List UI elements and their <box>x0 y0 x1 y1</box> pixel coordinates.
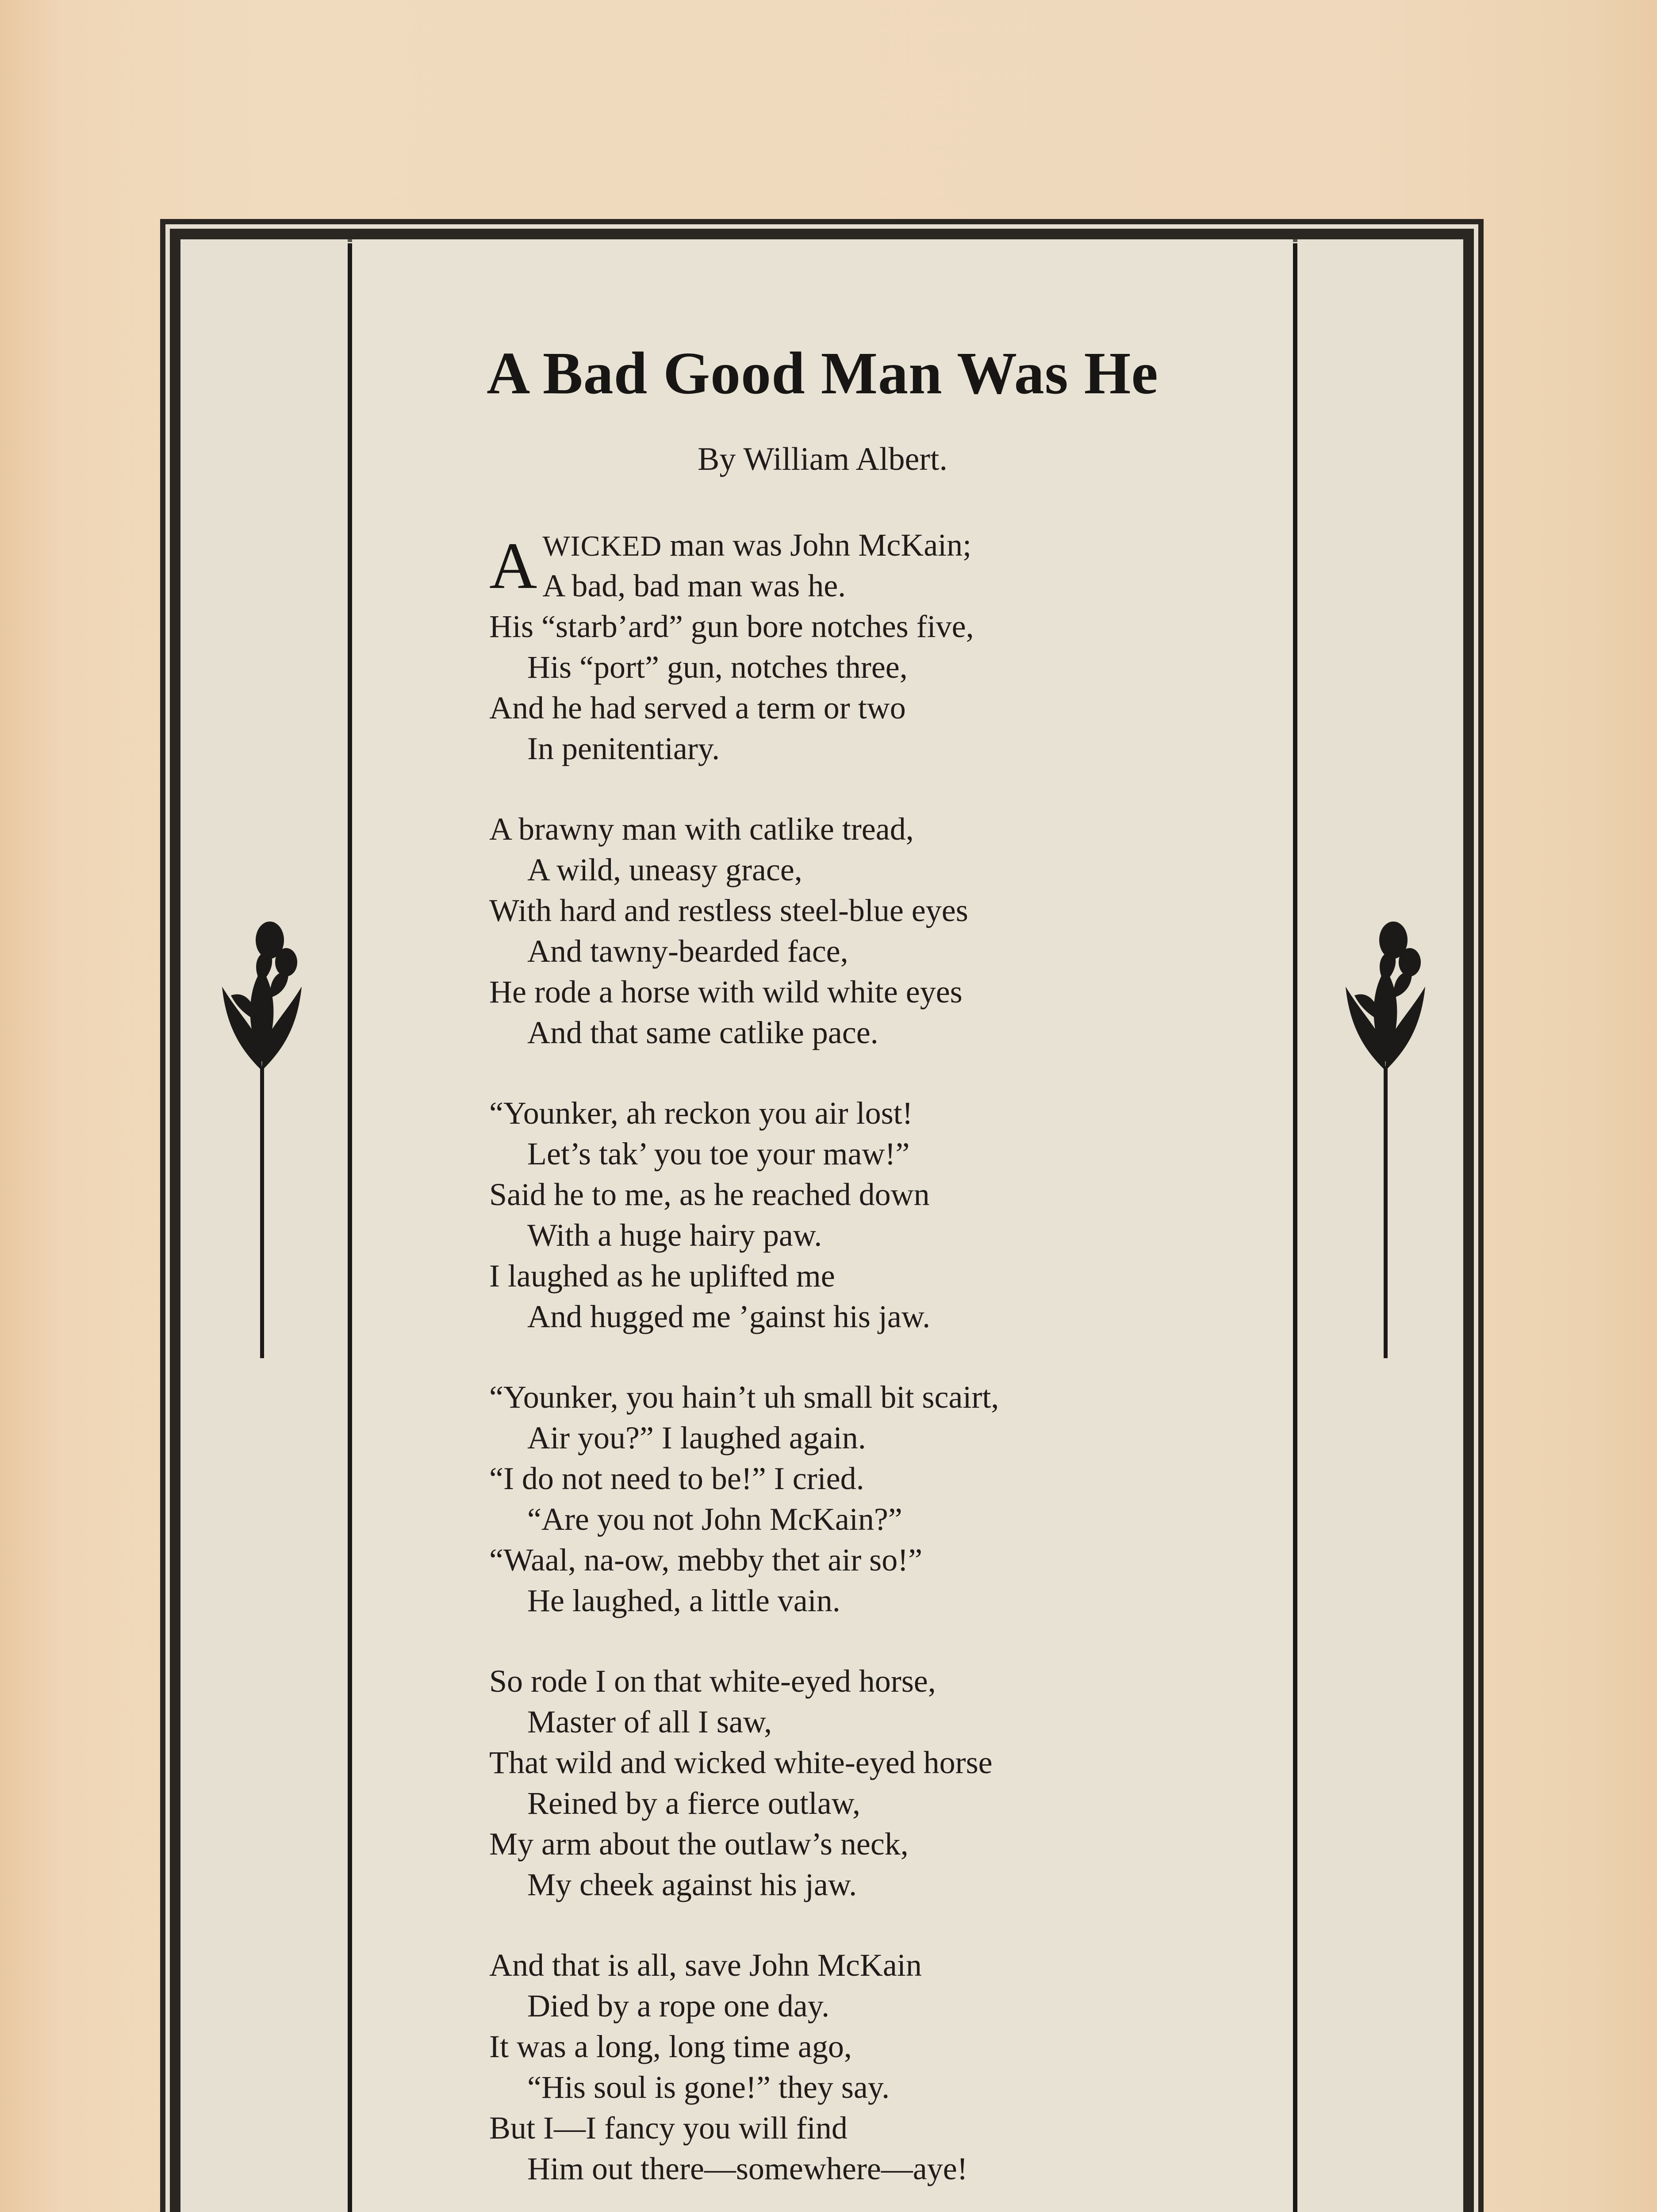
poem-line: Him out there—somewhere—aye! <box>527 2151 968 2186</box>
poem-line: A bad, bad man was he. <box>542 568 846 603</box>
poem-line: Master of all I saw, <box>527 1704 772 1740</box>
poem-line: That wild and wicked white-eyed horse <box>489 1745 993 1780</box>
drop-cap: A <box>489 529 537 603</box>
poem-byline: By William Albert. <box>697 441 947 477</box>
poem-line: In penitentiary. <box>527 731 720 766</box>
poem-line: So rode I on that white-eyed horse, <box>489 1663 936 1699</box>
poem-line: And that same catlike pace. <box>527 1015 878 1050</box>
poem-line: Let’s tak’ you toe your maw!” <box>527 1136 910 1171</box>
poem-line: “Younker, you hain’t uh small bit scairt, <box>489 1379 999 1415</box>
poem-line: Reined by a fierce outlaw, <box>527 1786 861 1821</box>
left-column-rule <box>348 243 352 2212</box>
stanza <box>489 809 1250 1053</box>
poem-line: A wild, uneasy grace, <box>527 852 802 887</box>
poem-line: Said he to me, as he reached down <box>489 1177 930 1212</box>
poem-line: His “port” gun, notches three, <box>527 649 908 685</box>
poem-line: It was a long, long time ago, <box>489 2029 852 2064</box>
poem-line: With hard and restless steel-blue eyes <box>489 893 968 928</box>
poem-line: “His soul is gone!” they say. <box>527 2070 890 2105</box>
stanza <box>489 525 1250 769</box>
poem-line: But I—I fancy you will find <box>489 2110 848 2146</box>
stanza <box>489 1377 1250 1621</box>
poem-body <box>489 525 1250 2212</box>
small-caps-word: WICKED <box>542 530 662 562</box>
poem-line: His “starb’ard” gun bore notches five, <box>489 609 974 644</box>
poem-line: “Waal, na-ow, mebby thet air so!” <box>489 1542 923 1578</box>
poem-line: And that is all, save John McKain <box>489 1947 922 1983</box>
poem-line: And hugged me ’gainst his jaw. <box>527 1299 931 1334</box>
poem-line: “Younker, ah reckon you air lost! <box>489 1095 913 1131</box>
first-line-rest: man was John McKain; <box>662 527 972 563</box>
poem-line: My arm about the outlaw’s neck, <box>489 1826 909 1862</box>
stanza <box>489 1945 1250 2189</box>
poem-line: My cheek against his jaw. <box>527 1867 857 1902</box>
poem-line: He rode a horse with wild white eyes <box>489 974 963 1010</box>
poem-line: He laughed, a little vain. <box>527 1583 840 1618</box>
poem-line: With a huge hairy paw. <box>527 1217 822 1253</box>
poem-line: A brawny man with catlike tread, <box>489 811 914 847</box>
poem-line: And tawny-bearded face, <box>527 933 848 969</box>
poem-title: A Bad Good Man Was He <box>487 340 1158 407</box>
poem-panel <box>352 239 1293 2212</box>
stanza <box>489 1093 1250 1337</box>
poem-line: Air you?” I laughed again. <box>527 1420 866 1455</box>
right-column-rule <box>1293 243 1297 2212</box>
tulip-ornament-icon <box>1341 920 1430 1358</box>
poem-line: “Are you not John McKain?” <box>527 1502 902 1537</box>
poem-line: I laughed as he uplifted me <box>489 1258 835 1294</box>
poem-line: “I do not need to be!” I cried. <box>489 1461 864 1496</box>
poem-line: Died by a rope one day. <box>527 1988 830 2024</box>
tulip-ornament-icon <box>218 920 306 1358</box>
poem-line: And he had served a term or two <box>489 690 906 726</box>
stanza <box>489 1661 1250 1905</box>
